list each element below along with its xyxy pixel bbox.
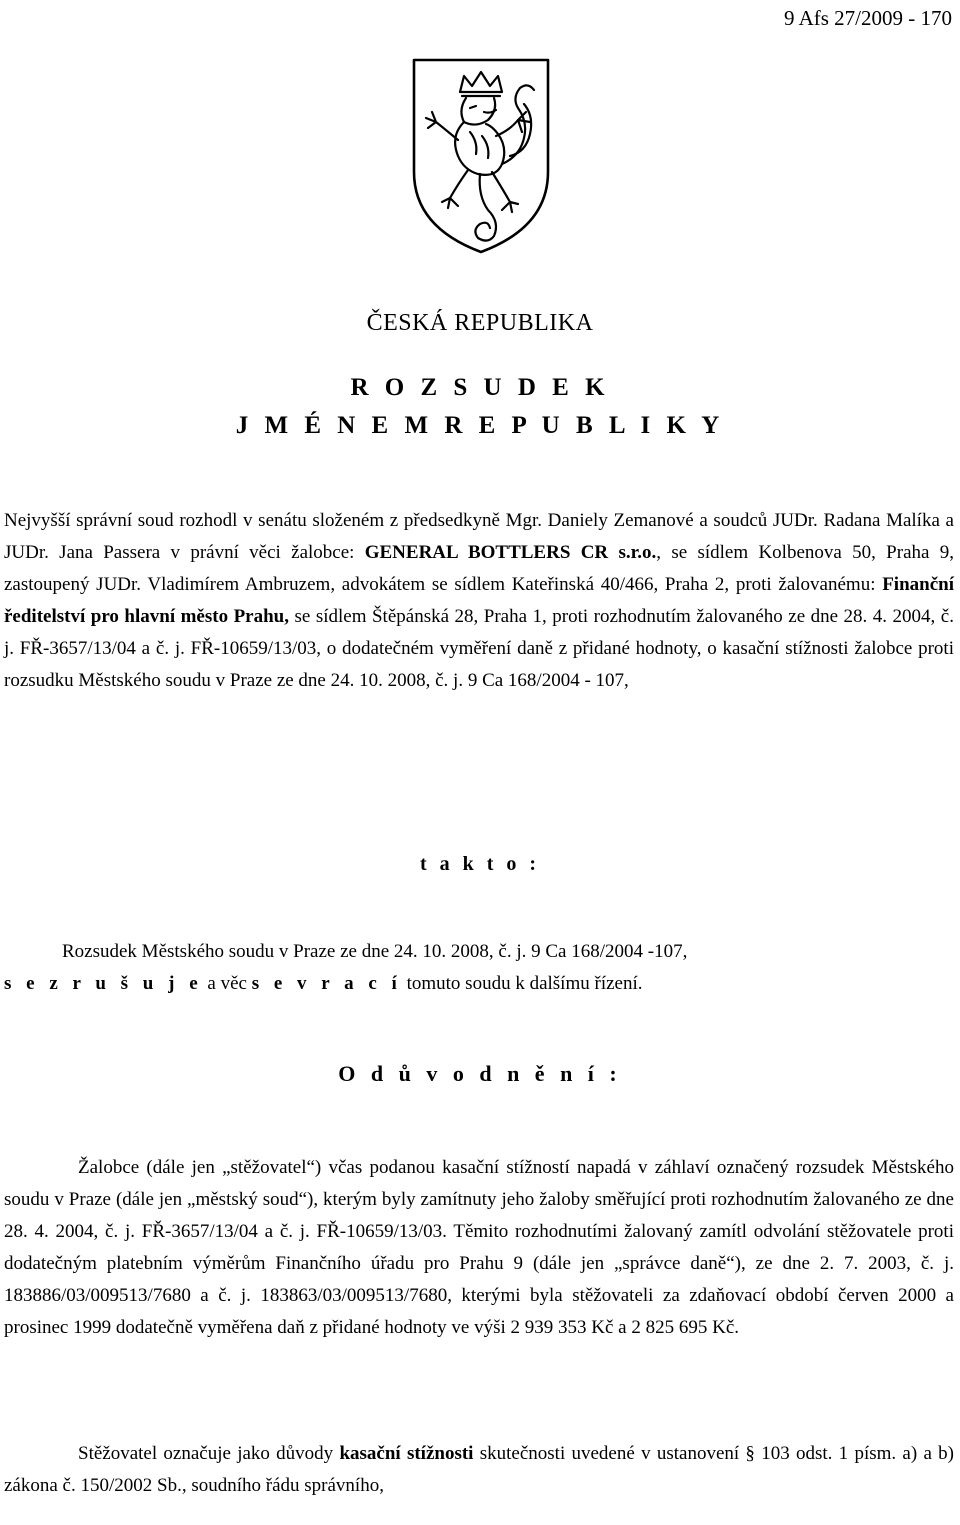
document-title: R O Z S U D E K xyxy=(350,374,610,401)
reasoning-paragraph-1 xyxy=(4,1152,954,1344)
czech-lion-coat-of-arms-icon xyxy=(406,52,556,257)
document-subtitle: J M É N E M R E P U B L I K Y xyxy=(235,412,725,439)
reasoning-text-2c: skutečnosti uvedené v ustanovení § 103 odst. 1 písm. a) a b) zákona č. 150/2002 Sb., soudního řádu správního, xyxy=(4,1443,954,1496)
verdict-mid: a věc xyxy=(202,973,252,994)
country-heading: ČESKÁ REPUBLIKA xyxy=(366,310,594,336)
reasoning-paragraph-2 xyxy=(4,1438,954,1502)
verdict-returned: s e v r a c í xyxy=(251,973,402,994)
takto-heading: t a k t o : xyxy=(419,853,541,875)
reasoning-heading: O d ů v o d n ě n í : xyxy=(338,1061,622,1086)
reasoning-text-2a: Stěžovatel označuje jako důvody xyxy=(78,1443,340,1464)
verdict-line-1: Rozsudek Městského soudu v Praze ze dne 24. 10. 2008, č. j. 9 Ca 168/2004 -107, xyxy=(62,941,688,962)
intro-text-1: Nejvyšší správní soud rozhodl v senátu složeném z předsedkyně Mgr. Daniely Zemanové a soudců JUDr. Radana Malíka a JUDr. Jana Passera v právní věci žalobce: xyxy=(4,510,954,563)
reasoning-text-2b: kasační stížnosti xyxy=(339,1443,474,1464)
verdict-end: tomuto soudu k dalšímu řízení. xyxy=(401,973,643,994)
intro-text-3: se sídlem Štěpánská 28, Praha 1, proti rozhodnutím žalovaného ze dne 28. 4. 2004, č. j. FŘ-3657/13/04 a č. j. FŘ-10659/13/03, o dodatečném vyměření daně z přidané hodnoty, o kasační stížnosti žalobce proti rozsudku Městského soudu v Praze ze dne 24. 10. 2008, č. j. 9 Ca 168/2004 - 107, xyxy=(4,606,954,691)
verdict-line-2 xyxy=(4,968,643,1000)
reasoning-text-1: Žalobce (dále jen „stěžovatel“) včas podanou kasační stížností napadá v záhlaví označený rozsudek Městského soudu v Praze (dále jen „městský soud“), kterým byly zamítnuty jeho žaloby směřující proti rozhodnutím žalovaného ze dne 28. 4. 2004, č. j. FŘ-3657/13/04 a č. j. FŘ-10659/13/03. Těmito rozhodnutími žalovaný zamítl odvolání stěžovatele proti dodatečným platebním výměrům Finančního úřadu pro Prahu 9 (dále jen „správce daně“), ze dne 2. 7. 2003, č. j. 183886/03/009513/7680 a č. j. 183863/03/009513/7680, kterými byla stěžovateli za zdaňovací období červen 2000 a prosinec 1999 dodatečně vyměřena daň z přidané hodnoty ve výši 2 939 353 Kč a 2 825 695 Kč. xyxy=(4,1157,954,1338)
plaintiff-name: GENERAL BOTTLERS CR s.r.o. xyxy=(364,542,657,563)
intro-paragraph xyxy=(4,505,954,697)
verdict-annulled: s e z r u š u j e xyxy=(4,973,203,994)
defendant-name: Finanční ředitelství pro hlavní město Prahu, xyxy=(4,574,954,627)
case-number: 9 Afs 27/2009 - 170 xyxy=(784,6,952,30)
intro-text-2: , se sídlem Kolbenova 50, Praha 9, zastoupený JUDr. Vladimírem Ambruzem, advokátem se sídlem Kateřinská 40/466, Praha 2, proti žalovanému: xyxy=(4,542,954,595)
